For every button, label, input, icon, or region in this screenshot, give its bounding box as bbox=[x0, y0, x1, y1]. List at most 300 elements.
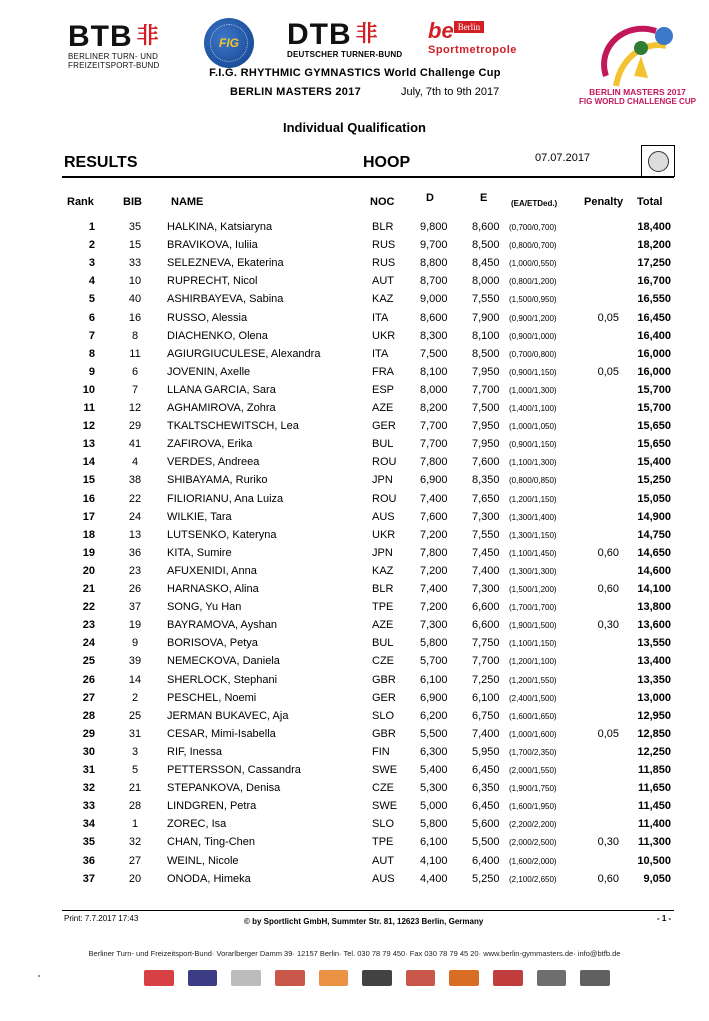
d-score-cell: 5,700 bbox=[420, 655, 448, 668]
sponsor-logo bbox=[144, 970, 174, 986]
total-cell: 11,850 bbox=[637, 764, 671, 776]
bib-cell: 19 bbox=[128, 619, 142, 632]
btb-letters: BTB bbox=[68, 20, 133, 53]
rank-cell: 22 bbox=[82, 601, 95, 614]
e-score-cell: 8,100 bbox=[472, 329, 500, 342]
d-score-cell: 5,800 bbox=[420, 818, 448, 831]
rank-cell: 15 bbox=[82, 474, 95, 487]
rank-cell: 35 bbox=[82, 836, 95, 849]
name-cell: SHERLOCK, Stephani bbox=[167, 673, 278, 686]
d-score-cell: 6,100 bbox=[420, 836, 448, 849]
hoop-apparatus-icon bbox=[641, 145, 675, 177]
noc-cell: GBR bbox=[372, 727, 396, 740]
total-cell: 18,200 bbox=[637, 239, 671, 252]
rank-cell: 21 bbox=[82, 583, 95, 595]
e-score-cell: 7,450 bbox=[472, 546, 500, 559]
noc-cell: UKR bbox=[372, 528, 396, 541]
col-rank: Rank bbox=[67, 196, 94, 208]
bib-cell: 36 bbox=[128, 546, 142, 559]
total-cell: 16,550 bbox=[637, 293, 671, 306]
name-cell: JOVENIN, Axelle bbox=[167, 365, 251, 378]
e-score-cell: 5,250 bbox=[472, 872, 500, 885]
d-score-cell: 8,800 bbox=[420, 257, 448, 270]
name-cell: PESCHEL, Noemi bbox=[167, 691, 257, 704]
col-name: NAME bbox=[171, 196, 204, 208]
total-cell: 9,050 bbox=[643, 872, 671, 885]
table-row bbox=[0, 836, 709, 854]
table-row bbox=[0, 438, 709, 456]
total-cell: 11,300 bbox=[637, 836, 671, 849]
rank-cell: 34 bbox=[82, 818, 95, 831]
sponsor-logo bbox=[537, 970, 567, 986]
e-score-cell: 8,500 bbox=[472, 239, 500, 252]
penalty-cell: 0,60 bbox=[597, 583, 619, 595]
event-title: F.I.G. RHYTHMIC GYMNASTICS World Challenge Cup bbox=[209, 67, 501, 79]
e-score-cell: 5,500 bbox=[472, 836, 500, 849]
noc-cell: GER bbox=[372, 691, 396, 704]
ea-deduction-cell: (1,300/1,400) bbox=[509, 512, 557, 522]
rank-cell: 11 bbox=[83, 402, 95, 414]
footer-rule bbox=[62, 910, 674, 911]
d-score-cell: 4,400 bbox=[420, 872, 448, 885]
table-row bbox=[0, 710, 709, 728]
rank-cell: 19 bbox=[82, 546, 95, 559]
rank-cell: 8 bbox=[88, 347, 95, 360]
bib-cell: 6 bbox=[131, 365, 139, 378]
table-row bbox=[0, 746, 709, 764]
d-score-cell: 8,600 bbox=[420, 311, 448, 324]
noc-cell: AZE bbox=[372, 402, 394, 414]
d-score-cell: 7,600 bbox=[420, 510, 448, 523]
name-cell: ONODA, Himeka bbox=[167, 872, 251, 885]
total-cell: 15,650 bbox=[637, 438, 671, 451]
total-cell: 14,600 bbox=[637, 564, 671, 577]
berlin-masters-text bbox=[575, 88, 700, 106]
total-cell: 15,250 bbox=[637, 474, 671, 487]
bib-cell: 1 bbox=[131, 818, 139, 831]
name-cell: AGHAMIROVA, Zohra bbox=[167, 402, 276, 414]
name-cell: HALKINA, Katsiaryna bbox=[167, 221, 273, 233]
penalty-cell: 0,05 bbox=[597, 727, 619, 740]
ea-deduction-cell: (1,500/0,950) bbox=[509, 295, 557, 305]
total-cell: 14,100 bbox=[637, 583, 671, 595]
table-row bbox=[0, 637, 709, 655]
name-cell: BAYRAMOVA, Ayshan bbox=[167, 619, 278, 632]
e-score-cell: 6,400 bbox=[472, 854, 500, 867]
berlin-box: Berlin bbox=[454, 21, 485, 33]
btb-sub-line2: FREIZEITSPORT-BUND bbox=[68, 61, 160, 70]
total-cell: 16,400 bbox=[637, 329, 671, 342]
masters-line1: BERLIN MASTERS 2017 bbox=[589, 87, 686, 97]
ea-deduction-cell: (0,800/1,200) bbox=[509, 277, 557, 287]
rank-cell: 27 bbox=[82, 691, 95, 704]
name-cell: LUTSENKO, Kateryna bbox=[167, 528, 277, 541]
total-cell: 15,400 bbox=[637, 456, 671, 469]
footer-address: Berliner Turn- und Freizeitsport-Bund· Vorarlberger Damm 39· 12157 Berlin· Tel. 030 78 79 450· Fax 030 78 79 45 20· www.berlin-gymmasters.de· info@btfb.de bbox=[88, 949, 621, 958]
noc-cell: AZE bbox=[372, 619, 394, 632]
btb-logo bbox=[68, 22, 180, 70]
name-cell: WEINL, Nicole bbox=[167, 854, 239, 867]
berlin-sub: Sportmetropole bbox=[428, 44, 517, 56]
rank-cell: 29 bbox=[82, 727, 95, 740]
bib-cell: 22 bbox=[128, 492, 142, 505]
e-score-cell: 6,100 bbox=[472, 691, 500, 704]
table-row bbox=[0, 818, 709, 836]
ea-deduction-cell: (0,900/1,200) bbox=[509, 313, 557, 323]
table-row bbox=[0, 221, 709, 239]
e-score-cell: 7,650 bbox=[472, 492, 500, 505]
e-score-cell: 7,500 bbox=[472, 402, 500, 414]
total-cell: 18,400 bbox=[637, 221, 671, 233]
e-score-cell: 7,950 bbox=[472, 438, 500, 451]
e-score-cell: 7,750 bbox=[472, 637, 500, 650]
rank-cell: 17 bbox=[82, 510, 95, 523]
name-cell: LINDGREN, Petra bbox=[167, 800, 257, 813]
ea-deduction-cell: (1,600/1,650) bbox=[509, 711, 557, 721]
e-score-cell: 7,300 bbox=[472, 583, 500, 595]
name-cell: ASHIRBAYEVA, Sabina bbox=[167, 293, 284, 306]
noc-cell: TPE bbox=[372, 836, 394, 849]
bib-cell: 20 bbox=[128, 872, 142, 885]
noc-cell: AUT bbox=[372, 854, 394, 867]
bib-cell: 3 bbox=[131, 745, 139, 758]
table-row bbox=[0, 474, 709, 492]
sponsor-logo bbox=[449, 970, 479, 986]
noc-cell: KAZ bbox=[372, 564, 394, 577]
e-score-cell: 6,600 bbox=[472, 619, 500, 632]
total-cell: 14,750 bbox=[637, 528, 671, 541]
rank-cell: 37 bbox=[82, 872, 95, 885]
ea-deduction-cell: (1,200/1,100) bbox=[509, 657, 557, 667]
noc-cell: BLR bbox=[372, 583, 394, 595]
name-cell: DIACHENKO, Olena bbox=[167, 329, 268, 342]
e-score-cell: 8,600 bbox=[472, 221, 500, 233]
table-row bbox=[0, 855, 709, 873]
total-cell: 13,000 bbox=[637, 691, 671, 704]
d-score-cell: 7,400 bbox=[420, 492, 448, 505]
total-cell: 12,950 bbox=[637, 709, 671, 722]
d-score-cell: 6,900 bbox=[420, 691, 448, 704]
ea-deduction-cell: (2,400/1,500) bbox=[509, 693, 557, 703]
ea-deduction-cell: (1,000/1,600) bbox=[509, 729, 557, 739]
d-score-cell: 9,700 bbox=[420, 239, 448, 252]
noc-cell: JPN bbox=[372, 474, 393, 487]
e-score-cell: 7,550 bbox=[472, 293, 500, 306]
e-score-cell: 6,350 bbox=[472, 782, 500, 795]
name-cell: LLANA GARCIA, Sara bbox=[167, 383, 276, 396]
table-row bbox=[0, 511, 709, 529]
bib-cell: 24 bbox=[128, 510, 142, 523]
bib-cell: 11 bbox=[129, 347, 141, 360]
ea-deduction-cell: (0,900/1,150) bbox=[509, 367, 557, 377]
name-cell: ZOREC, Isa bbox=[167, 818, 227, 831]
bib-cell: 29 bbox=[128, 420, 142, 433]
noc-cell: FRA bbox=[372, 365, 394, 378]
table-row bbox=[0, 619, 709, 637]
noc-cell: BLR bbox=[372, 221, 394, 233]
name-cell: FILIORIANU, Ana Luiza bbox=[167, 492, 284, 505]
berlin-be-text: be bbox=[428, 18, 454, 43]
e-score-cell: 7,550 bbox=[472, 528, 500, 541]
ea-deduction-cell: (1,900/1,750) bbox=[509, 784, 557, 794]
bib-cell: 4 bbox=[131, 456, 139, 469]
name-cell: AGIURGIUCULESE, Alexandra bbox=[167, 347, 321, 360]
dtb-flag-icon: 非 bbox=[355, 21, 378, 46]
rank-cell: 36 bbox=[82, 854, 95, 867]
name-cell: CESAR, Mimi-Isabella bbox=[167, 727, 276, 740]
table-row bbox=[0, 293, 709, 311]
noc-cell: ROU bbox=[372, 456, 397, 469]
e-score-cell: 7,950 bbox=[472, 365, 500, 378]
d-score-cell: 5,300 bbox=[420, 782, 448, 795]
ea-deduction-cell: (2,000/2,500) bbox=[509, 838, 557, 848]
total-cell: 17,250 bbox=[637, 257, 671, 270]
ea-deduction-cell: (1,500/1,200) bbox=[509, 585, 557, 594]
d-score-cell: 7,700 bbox=[420, 438, 448, 451]
name-cell: JERMAN BUKAVEC, Aja bbox=[167, 709, 289, 722]
rank-cell: 31 bbox=[82, 764, 95, 776]
rank-cell: 12 bbox=[82, 420, 95, 433]
total-cell: 12,850 bbox=[637, 727, 671, 740]
total-cell: 11,450 bbox=[637, 800, 671, 813]
total-cell: 15,700 bbox=[637, 383, 671, 396]
bib-cell: 13 bbox=[128, 528, 142, 541]
table-row bbox=[0, 312, 709, 330]
name-cell: RIF, Inessa bbox=[167, 745, 223, 758]
table-row bbox=[0, 655, 709, 673]
total-cell: 16,450 bbox=[637, 311, 671, 324]
penalty-cell: 0,05 bbox=[597, 365, 619, 378]
bib-cell: 14 bbox=[128, 673, 142, 686]
d-score-cell: 6,300 bbox=[420, 745, 448, 758]
e-score-cell: 7,700 bbox=[472, 383, 500, 396]
noc-cell: RUS bbox=[372, 257, 396, 270]
rank-cell: 10 bbox=[82, 383, 95, 396]
bib-cell: 5 bbox=[131, 764, 139, 776]
dtb-sub: DEUTSCHER TURNER-BUND bbox=[287, 50, 403, 59]
penalty-cell: 0,60 bbox=[597, 872, 619, 885]
bib-cell: 10 bbox=[128, 275, 142, 288]
name-cell: HARNASKO, Alina bbox=[167, 583, 259, 595]
table-row bbox=[0, 366, 709, 384]
noc-cell: JPN bbox=[372, 546, 393, 559]
total-cell: 13,400 bbox=[637, 655, 671, 668]
d-score-cell: 8,700 bbox=[420, 275, 448, 288]
d-score-cell: 6,100 bbox=[420, 673, 448, 686]
e-score-cell: 8,500 bbox=[472, 347, 500, 360]
table-row bbox=[0, 873, 709, 891]
table-row bbox=[0, 728, 709, 746]
table-row bbox=[0, 692, 709, 710]
name-cell: RUSSO, Alessia bbox=[167, 311, 248, 324]
ea-deduction-cell: (1,300/1,300) bbox=[509, 566, 557, 576]
noc-cell: ESP bbox=[372, 383, 395, 396]
noc-cell: ITA bbox=[372, 347, 389, 360]
col-noc: NOC bbox=[370, 196, 395, 208]
noc-cell: BUL bbox=[372, 637, 394, 650]
total-cell: 16,000 bbox=[637, 347, 671, 360]
sponsor-strip bbox=[140, 970, 620, 990]
e-score-cell: 7,700 bbox=[472, 655, 500, 668]
berlin-sportmetropole-logo bbox=[428, 18, 523, 56]
fig-globe-logo bbox=[204, 18, 254, 68]
rank-cell: 16 bbox=[82, 492, 95, 505]
rank-cell: 23 bbox=[82, 619, 95, 632]
name-cell: WILKIE, Tara bbox=[167, 510, 232, 523]
col-d: D bbox=[426, 192, 434, 204]
d-score-cell: 4,100 bbox=[420, 854, 448, 867]
table-row bbox=[0, 239, 709, 257]
noc-cell: AUS bbox=[372, 872, 395, 885]
bib-cell: 40 bbox=[128, 293, 142, 306]
penalty-cell: 0,60 bbox=[597, 546, 619, 559]
name-cell: ZAFIROVA, Erika bbox=[167, 438, 253, 451]
d-score-cell: 5,000 bbox=[420, 800, 448, 813]
rank-cell: 18 bbox=[82, 528, 95, 541]
print-time: Print: 7.7.2017 17:43 bbox=[64, 914, 139, 923]
noc-cell: UKR bbox=[372, 329, 396, 342]
noc-cell: AUS bbox=[372, 510, 395, 523]
total-cell: 15,050 bbox=[637, 492, 671, 505]
bib-cell: 31 bbox=[128, 727, 142, 740]
d-score-cell: 5,400 bbox=[420, 764, 448, 776]
e-score-cell: 5,950 bbox=[472, 745, 500, 758]
total-cell: 15,700 bbox=[637, 402, 671, 414]
e-score-cell: 6,450 bbox=[472, 764, 500, 776]
d-score-cell: 7,800 bbox=[420, 456, 448, 469]
ea-deduction-cell: (2,100/2,650) bbox=[509, 874, 557, 884]
rank-cell: 3 bbox=[88, 257, 95, 270]
d-score-cell: 8,200 bbox=[420, 402, 448, 414]
noc-cell: SWE bbox=[372, 764, 398, 776]
rank-cell: 30 bbox=[82, 745, 95, 758]
sponsor-logo bbox=[362, 970, 392, 986]
table-row bbox=[0, 384, 709, 402]
d-score-cell: 6,900 bbox=[420, 474, 448, 487]
rank-cell: 20 bbox=[82, 564, 95, 577]
noc-cell: RUS bbox=[372, 239, 396, 252]
masters-line2: FIG WORLD CHALLENGE CUP bbox=[579, 97, 696, 106]
table-row bbox=[0, 257, 709, 275]
table-row bbox=[0, 674, 709, 692]
ea-deduction-cell: (0,700/0,800) bbox=[509, 349, 557, 359]
d-score-cell: 8,000 bbox=[420, 383, 448, 396]
name-cell: BRAVIKOVA, Iuliia bbox=[167, 239, 258, 252]
e-score-cell: 7,300 bbox=[472, 510, 500, 523]
d-score-cell: 6,200 bbox=[420, 709, 448, 722]
ea-deduction-cell: (0,900/1,150) bbox=[509, 440, 557, 450]
bib-cell: 15 bbox=[128, 239, 142, 252]
e-score-cell: 7,600 bbox=[472, 456, 500, 469]
bib-cell: 16 bbox=[128, 311, 142, 324]
table-row bbox=[0, 420, 709, 438]
noc-cell: FIN bbox=[372, 745, 390, 758]
e-score-cell: 8,000 bbox=[472, 275, 500, 288]
ea-deduction-cell: (1,000/1,050) bbox=[509, 422, 557, 432]
table-row bbox=[0, 601, 709, 619]
noc-cell: CZE bbox=[372, 782, 394, 795]
col-bib: BIB bbox=[123, 196, 142, 208]
sponsor-logo bbox=[231, 970, 261, 986]
total-cell: 16,000 bbox=[637, 365, 671, 378]
copyright: © by Sportlicht GmbH, Summter Str. 81, 12623 Berlin, Germany bbox=[244, 917, 484, 926]
table-row bbox=[0, 402, 709, 420]
rank-cell: 25 bbox=[82, 655, 95, 668]
table-row bbox=[0, 348, 709, 366]
penalty-cell: 0,30 bbox=[597, 836, 619, 849]
bib-cell: 23 bbox=[128, 564, 142, 577]
bib-cell: 8 bbox=[131, 329, 139, 342]
name-cell: TKALTSCHEWITSCH, Lea bbox=[167, 420, 299, 433]
e-score-cell: 7,400 bbox=[472, 564, 500, 577]
rank-cell: 5 bbox=[88, 293, 95, 306]
d-score-cell: 7,300 bbox=[420, 619, 448, 632]
total-cell: 16,700 bbox=[637, 275, 671, 288]
name-cell: PETTERSSON, Cassandra bbox=[167, 764, 301, 776]
rank-cell: 6 bbox=[88, 311, 95, 324]
ea-deduction-cell: (1,000/1,300) bbox=[509, 385, 557, 395]
rank-cell: 9 bbox=[88, 365, 95, 378]
table-row bbox=[0, 456, 709, 474]
table-row bbox=[0, 782, 709, 800]
table-row bbox=[0, 764, 709, 782]
ea-deduction-cell: (2,200/2,200) bbox=[509, 820, 557, 830]
noc-cell: ROU bbox=[372, 492, 397, 505]
penalty-cell: 0,30 bbox=[597, 619, 619, 632]
bib-cell: 28 bbox=[128, 800, 142, 813]
d-score-cell: 7,800 bbox=[420, 546, 448, 559]
name-cell: VERDES, Andreea bbox=[167, 456, 260, 469]
name-cell: SELEZNEVA, Ekaterina bbox=[167, 257, 284, 270]
total-cell: 11,650 bbox=[637, 782, 671, 795]
e-score-cell: 7,400 bbox=[472, 727, 500, 740]
bib-cell: 33 bbox=[128, 257, 142, 270]
rank-cell: 14 bbox=[82, 456, 95, 469]
bib-cell: 39 bbox=[128, 655, 142, 668]
table-row bbox=[0, 330, 709, 348]
e-score-cell: 7,950 bbox=[472, 420, 500, 433]
table-row bbox=[0, 275, 709, 293]
ea-deduction-cell: (1,000/0,550) bbox=[509, 259, 557, 269]
name-cell: NEMECKOVA, Daniela bbox=[167, 655, 280, 668]
ea-deduction-cell: (1,200/1,150) bbox=[509, 494, 557, 504]
rank-cell: 7 bbox=[88, 329, 95, 342]
bib-cell: 25 bbox=[128, 709, 142, 722]
e-score-cell: 6,450 bbox=[472, 800, 500, 813]
d-score-cell: 8,300 bbox=[420, 329, 448, 342]
btb-flag-icon: 非 bbox=[136, 23, 159, 48]
table-row bbox=[0, 583, 709, 601]
fig-logo-text: FIG bbox=[219, 36, 239, 50]
btb-sub-line1: BERLINER TURN- UND bbox=[68, 52, 159, 61]
name-cell: SONG, Yu Han bbox=[167, 601, 242, 614]
col-e: E bbox=[480, 192, 488, 204]
bib-cell: 41 bbox=[128, 438, 142, 451]
sponsor-logo bbox=[319, 970, 349, 986]
noc-cell: GBR bbox=[372, 673, 396, 686]
ea-deduction-cell: (0,700/0,700) bbox=[509, 223, 557, 232]
rank-cell: 28 bbox=[82, 709, 95, 722]
noc-cell: CZE bbox=[372, 655, 394, 668]
bib-cell: 7 bbox=[131, 383, 139, 396]
rank-cell: 33 bbox=[82, 800, 95, 813]
ea-deduction-cell: (1,900/1,500) bbox=[509, 621, 557, 631]
bib-cell: 9 bbox=[131, 637, 139, 650]
total-cell: 13,550 bbox=[637, 637, 671, 650]
d-score-cell: 9,800 bbox=[420, 221, 448, 233]
noc-cell: ITA bbox=[372, 311, 389, 324]
page-number: - 1 - bbox=[657, 914, 672, 923]
